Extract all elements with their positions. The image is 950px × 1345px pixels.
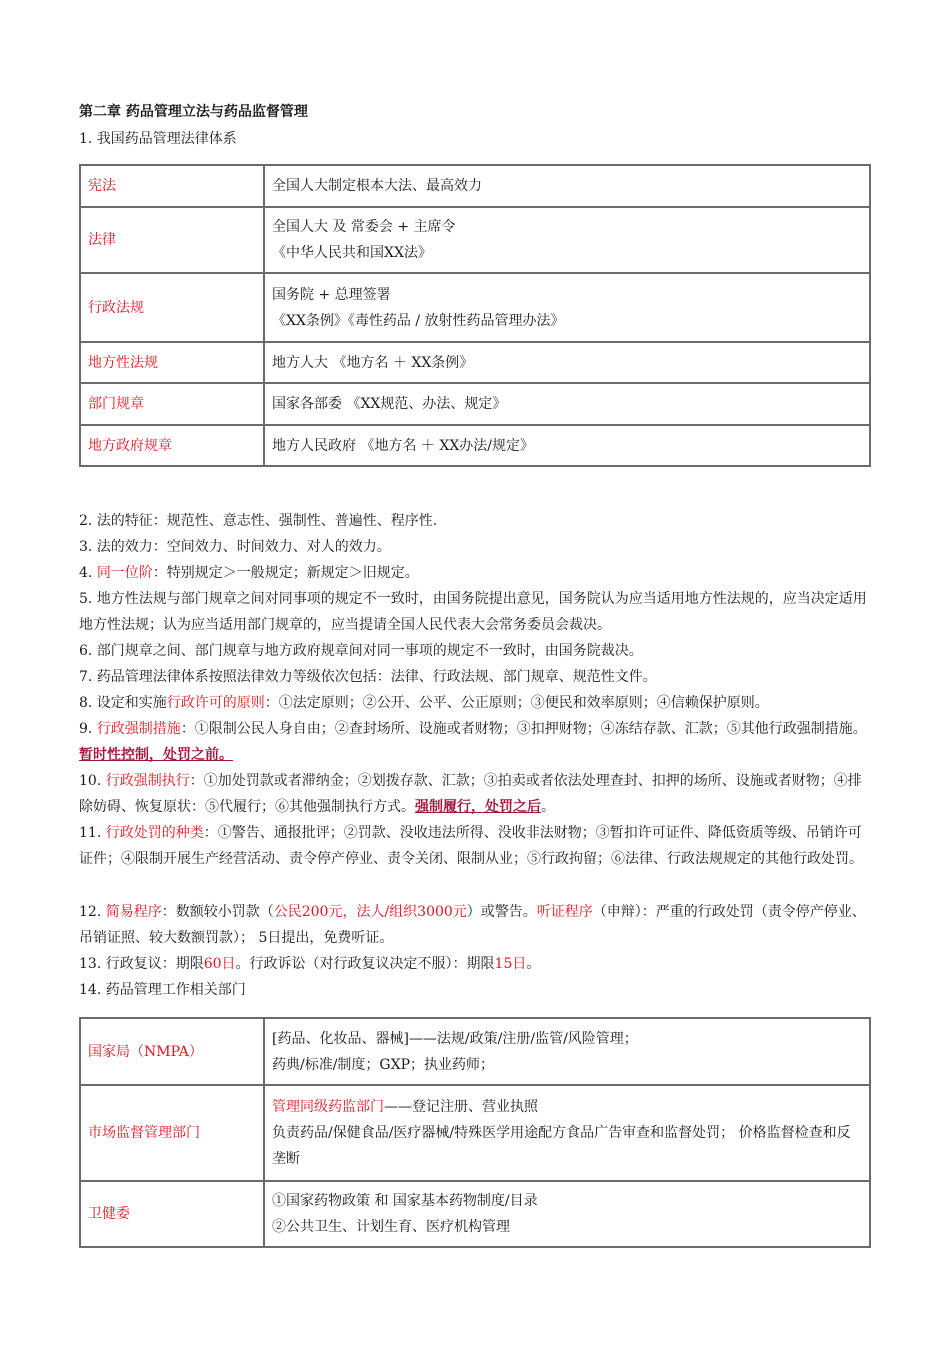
law-type: 地方政府规章 xyxy=(80,425,264,466)
law-desc xyxy=(264,207,870,273)
text: ：特别规定＞一般规定；新规定＞旧规定。 xyxy=(152,565,419,581)
text: 。 xyxy=(526,956,541,972)
dept-desc-line xyxy=(272,1094,862,1120)
law-desc-line: 《XX条例》《毒性药品 / 放射性药品管理办法》 xyxy=(272,312,565,329)
dept-desc-line: ①国家药物政策 和 国家基本药物制度/目录 xyxy=(272,1193,538,1209)
law-desc-line: 地方人大 《地方名 ＋ XX条例》 xyxy=(272,354,474,371)
item-12 xyxy=(79,899,871,951)
emphasis: 强制履行，处罚之后 xyxy=(415,799,541,815)
dept-desc-line: 药典/标准/制度；GXP；执业药师； xyxy=(272,1056,495,1073)
item-7: 7. 药品管理法律体系按照法律效力等级依次包括：法律、行政法规、部门规章、规范性文件。 xyxy=(79,669,657,685)
text: 8. 设定和实施 xyxy=(79,695,167,711)
table-row xyxy=(80,207,870,273)
dept-desc-line: [药品、化妆品、器械]——法规/政策/注册/监管/风险管理； xyxy=(272,1030,638,1047)
table-row xyxy=(80,383,870,425)
section-title: 1. 我国药品管理法律体系 xyxy=(79,131,237,147)
law-desc-line: 《中华人民共和国XX法》 xyxy=(272,245,432,261)
table-row xyxy=(80,1018,870,1085)
law-desc-line: 地方人民政府 《地方名 ＋ XX办法/规定》 xyxy=(272,437,534,454)
dept-desc xyxy=(264,1085,870,1181)
law-system-table xyxy=(79,164,871,467)
text: 13. 行政复议：期限 xyxy=(79,956,204,972)
item-3: 3. 法的效力：空间效力、时间效力、对人的效力。 xyxy=(79,539,391,555)
law-desc xyxy=(264,383,870,425)
dept-name: 卫健委 xyxy=(80,1181,264,1247)
text: ：①限制公民人身自由；②查封场所、设施或者财物；③扣押财物；④冻结存款、汇款；⑤其他行政强制措施。 xyxy=(180,721,867,737)
law-type: 法律 xyxy=(80,207,264,273)
dept-desc-line: ②公共卫生、计划生育、医疗机构管理 xyxy=(272,1219,510,1235)
department-table xyxy=(79,1017,871,1248)
text: 10. xyxy=(79,773,106,789)
text: 4. xyxy=(79,565,97,581)
red-term: 60日 xyxy=(203,956,236,972)
item-10 xyxy=(79,768,871,820)
text: 9. xyxy=(79,721,97,737)
law-desc-line: 全国人大 及 常委会 + 主席令 xyxy=(272,219,456,235)
item-8 xyxy=(79,690,871,716)
red-term: 管理同级药监部门 xyxy=(272,1099,384,1115)
law-desc-line: 全国人大制定根本大法、最高效力 xyxy=(272,178,482,194)
table-row xyxy=(80,342,870,383)
text: ：①法定原则；②公开、公平、公正原则；③便民和效率原则；④信赖保护原则。 xyxy=(264,695,769,711)
law-type: 地方性法规 xyxy=(80,342,264,383)
red-term: 15日 xyxy=(494,956,527,972)
red-term: 行政处罚的种类 xyxy=(105,825,204,841)
law-desc xyxy=(264,165,870,207)
text: ——登记注册、营业执照 xyxy=(384,1099,538,1115)
dept-desc xyxy=(264,1018,870,1085)
table-row xyxy=(80,1085,870,1181)
law-desc xyxy=(264,342,870,383)
table-row xyxy=(80,425,870,466)
item-14: 14. 药品管理工作相关部门 xyxy=(79,982,246,998)
text: ：①警告、通报批评；②罚款、没收违法所得、没收非法财物；③暂扣许可证件、降低资质等级、吊销许可证件；④限制开展生产经营活动、责令停产停业、责令关闭、限制从业；⑤行政拘留；⑥法律、行政法规规定的其他行政处罚。 xyxy=(79,825,863,867)
law-desc-line: 国务院 + 总理签署 xyxy=(272,286,391,303)
item-9 xyxy=(79,716,871,768)
red-term: 同一位阶 xyxy=(96,565,153,581)
table-row xyxy=(80,165,870,207)
law-desc-line: 国家各部委 《XX规范、办法、规定》 xyxy=(272,396,507,412)
dept-name: 国家局（NMPA） xyxy=(80,1018,264,1085)
text: 。 xyxy=(541,799,555,815)
red-term: 行政许可的原则 xyxy=(166,695,265,711)
law-type: 行政法规 xyxy=(80,273,264,342)
chapter-title: 第二章 药品管理立法与药品监督管理 xyxy=(79,104,308,120)
text: 11. xyxy=(79,825,106,841)
item-4 xyxy=(79,560,871,586)
text: 12. xyxy=(79,904,106,920)
emphasis: 暂时性控制，处罚之前。 xyxy=(79,747,233,763)
item-6: 6. 部门规章之间、部门规章与地方政府规章间对同一事项的规定不一致时，由国务院裁决。 xyxy=(79,643,643,659)
law-desc xyxy=(264,273,870,342)
text: ：数额较小罚款（ xyxy=(161,904,274,920)
law-type: 部门规章 xyxy=(80,383,264,425)
red-term: 公民200元，法人/组织3000元 xyxy=(273,904,467,920)
red-term: 行政强制措施 xyxy=(96,721,181,737)
text: ）或警告。 xyxy=(466,904,537,920)
red-term: 行政强制执行 xyxy=(105,773,190,789)
item-13 xyxy=(79,951,871,977)
text: ：①加处罚款或者滞纳金；②划拨存款、汇款；③拍卖或者依法处理查封、扣押的场所、设施或者财物；④排除妨碍、恢复原状：⑤代履行；⑥其他强制执行方式。 xyxy=(79,773,862,815)
text: （申辩）：严重的行政处罚（责令停产停业、吊销证照、较大数额罚款）； 5日提出，免费听证。 xyxy=(79,904,866,946)
table-row xyxy=(80,1181,870,1247)
item-5: 5. 地方性法规与部门规章之间对同事项的规定不一致时，由国务院提出意见，国务院认为应当适用地方性法规的，应当决定适用地方性法规；认为应当适用部门规章的，应当提请全国人民代表大会常务委员会裁决。 xyxy=(79,591,867,633)
dept-name: 市场监督管理部门 xyxy=(80,1085,264,1181)
law-type: 宪法 xyxy=(80,165,264,207)
dept-desc-line: 负责药品/保健食品/医疗器械/特殊医学用途配方食品广告审查和监督处罚； 价格监督检查和反垄断 xyxy=(272,1125,851,1167)
text: 。行政诉讼（对行政复议决定不服）：期限 xyxy=(235,956,495,972)
red-term: 简易程序 xyxy=(105,904,162,920)
item-11 xyxy=(79,820,871,872)
item-2: 2. 法的特征：规范性、意志性、强制性、普遍性、程序性. xyxy=(79,513,438,529)
table-row xyxy=(80,273,870,342)
red-term: 听证程序 xyxy=(536,904,593,920)
law-desc xyxy=(264,425,870,466)
dept-desc xyxy=(264,1181,870,1247)
